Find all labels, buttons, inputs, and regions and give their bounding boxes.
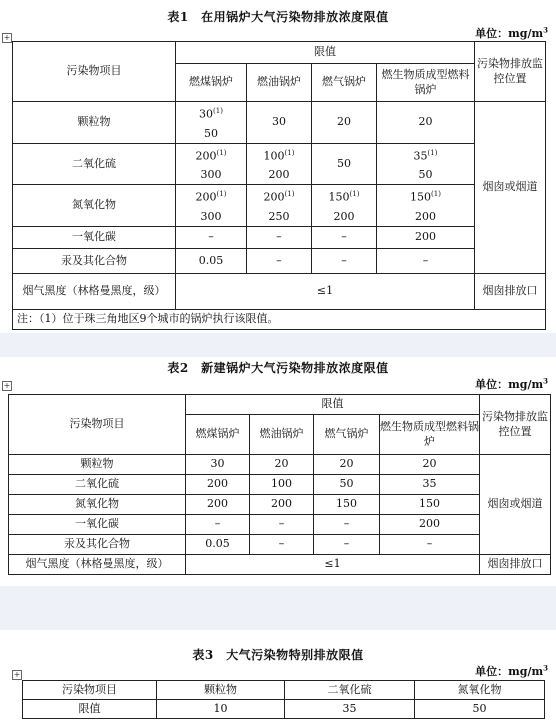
t2-cell: 20: [314, 455, 380, 475]
table3: [22, 680, 545, 719]
t2-header-gas: 燃气锅炉: [314, 415, 380, 455]
table3-move-cross-icon[interactable]: +: [13, 670, 21, 679]
table3-unit: 单位：$mg/m^3$: [475, 663, 548, 678]
t1-chimney-location: 烟囱或烟道: [475, 102, 546, 274]
t1-smoke-name: 烟气黑度（林格曼黑度，级）: [13, 273, 176, 309]
t2-cell: –: [314, 535, 380, 555]
t1-cell: 50: [312, 143, 377, 185]
t1-cell: 20: [377, 102, 475, 144]
t1-cell: 200$^{(1)}$ 250: [247, 185, 312, 227]
t3-cell-nox: 50: [415, 700, 545, 719]
t2-cell: –: [250, 535, 314, 555]
t1-cell: –: [377, 248, 475, 273]
t1-cell: –: [176, 226, 247, 248]
t1-header-location: 污染物排放监控位置: [475, 42, 546, 102]
table1: [12, 41, 546, 330]
t1-cell: –: [247, 226, 312, 248]
t2-header-limit: 限值: [186, 395, 480, 415]
t1-header-pollutant: 污染物项目: [13, 42, 176, 102]
t1-cell: –: [312, 226, 377, 248]
table2-unit: 单位：$mg/m^3$: [475, 376, 548, 391]
table2-caption: 表2 新建锅炉大气污染物排放浓度限值: [167, 361, 389, 375]
t2-smoke-value: ≤1: [186, 555, 480, 575]
t2-header-location: 污染物排放监控位置: [480, 395, 551, 455]
t1-header-bio: 燃生物质成型燃料锅炉: [377, 64, 475, 102]
t1-cell: 20: [312, 102, 377, 144]
t1-cell: 0.05: [176, 248, 247, 273]
t2-cell: –: [250, 515, 314, 535]
t2-cell: 20: [250, 455, 314, 475]
table3-caption: 表3 大气污染物特别排放限值: [192, 648, 364, 662]
t2-cell: 30: [186, 455, 250, 475]
t2-cell: 150: [314, 495, 380, 515]
t1-cell: 100$^{(1)}$ 200: [247, 143, 312, 185]
t1-cell: –: [312, 248, 377, 273]
t1-cell: 200: [377, 226, 475, 248]
table1-move-cross-icon[interactable]: +: [3, 33, 11, 42]
t2-row-name: 汞及其化合物: [9, 535, 186, 555]
t2-cell: 20: [380, 455, 480, 475]
t2-row-name: 一氧化碳: [9, 515, 186, 535]
t1-cell: 200$^{(1)}$ 300: [176, 143, 247, 185]
t1-note: 注：（1）位于珠三角地区9个城市的锅炉执行该限值。: [13, 309, 546, 329]
t1-cell: 200$^{(1)}$ 300: [176, 185, 247, 227]
t1-smoke-location: 烟囱排放口: [475, 273, 546, 309]
t2-header-bio: 燃生物质成型燃料锅炉: [380, 415, 480, 455]
t2-cell: 150: [380, 495, 480, 515]
t2-smoke-location: 烟囱排放口: [480, 555, 551, 575]
t2-chimney-location: 烟囱或烟道: [480, 455, 551, 555]
t3-cell-pm: 10: [157, 700, 285, 719]
t1-cell: 30$^{(1)}$ 50: [176, 102, 247, 144]
t2-cell: 100: [250, 475, 314, 495]
t3-header-pollutant: 污染物项目: [23, 681, 157, 700]
t1-row-name: 氮氧化物: [13, 185, 176, 227]
t2-cell: –: [314, 515, 380, 535]
t1-cell: 150$^{(1)}$ 200: [312, 185, 377, 227]
t2-header-coal: 燃煤锅炉: [186, 415, 250, 455]
t2-cell: 0.05: [186, 535, 250, 555]
t1-cell: 30: [247, 102, 312, 144]
t1-smoke-value: ≤1: [176, 273, 475, 309]
t3-header-nox: 氮氧化物: [415, 681, 545, 700]
t1-header-limit: 限值: [176, 42, 475, 64]
t1-cell: –: [247, 248, 312, 273]
table1-caption: 表1 在用锅炉大气污染物排放浓度限值: [167, 10, 389, 24]
table2: [8, 394, 551, 575]
t2-row-name: 颗粒物: [9, 455, 186, 475]
t2-row-name: 氮氧化物: [9, 495, 186, 515]
t3-cell-so2: 35: [285, 700, 415, 719]
t1-row-name: 颗粒物: [13, 102, 176, 144]
t2-cell: 200: [186, 475, 250, 495]
table1-unit: 单位：$mg/m^3$: [475, 25, 548, 40]
t3-row-name: 限值: [23, 700, 157, 719]
t1-cell: 150$^{(1)}$ 200: [377, 185, 475, 227]
t2-cell: –: [380, 535, 480, 555]
page-gap: [0, 586, 556, 630]
t1-row-name: 一氧化碳: [13, 226, 176, 248]
t1-header-oil: 燃油锅炉: [247, 64, 312, 102]
t2-header-pollutant: 污染物项目: [9, 395, 186, 455]
t1-row-name: 二氧化硫: [13, 143, 176, 185]
t2-cell: 200: [250, 495, 314, 515]
t2-header-oil: 燃油锅炉: [250, 415, 314, 455]
t1-row-name: 汞及其化合物: [13, 248, 176, 273]
t1-cell: 35$^{(1)}$ 50: [377, 143, 475, 185]
table2-move-cross-icon[interactable]: +: [3, 381, 11, 390]
t1-header-gas: 燃气锅炉: [312, 64, 377, 102]
t2-cell: 200: [380, 515, 480, 535]
t2-cell: –: [186, 515, 250, 535]
page-gap: [0, 333, 556, 357]
t2-cell: 35: [380, 475, 480, 495]
t3-header-so2: 二氧化硫: [285, 681, 415, 700]
t2-cell: 200: [186, 495, 250, 515]
t3-header-pm: 颗粒物: [157, 681, 285, 700]
t1-header-coal: 燃煤锅炉: [176, 64, 247, 102]
t2-smoke-name: 烟气黑度（林格曼黑度，级）: [9, 555, 186, 575]
t2-row-name: 二氧化硫: [9, 475, 186, 495]
t2-cell: 50: [314, 475, 380, 495]
